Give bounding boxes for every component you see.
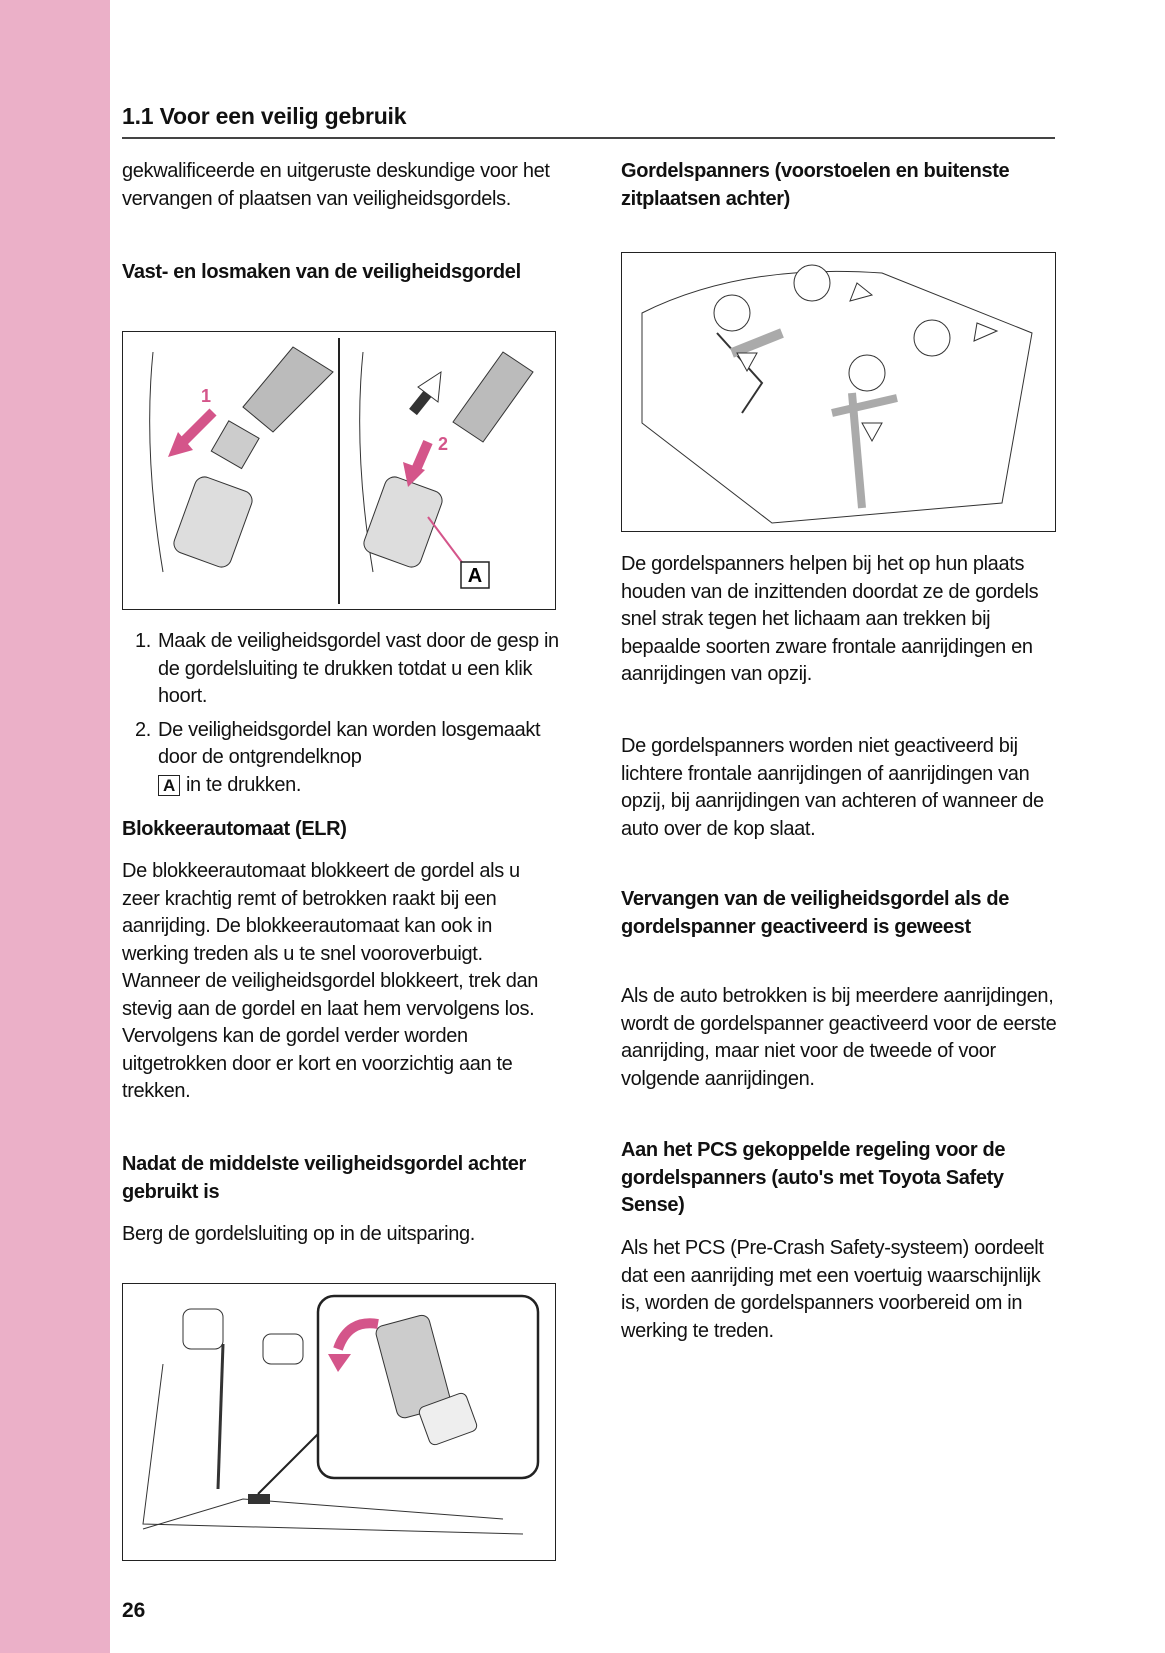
heading-elr: Blokkeerautomaat (ELR) (122, 818, 347, 840)
heading-middle-belt: Nadat de middelste veiligheidsgordel achter gebruikt is (122, 1153, 526, 1203)
figure-label-2: 2 (438, 434, 449, 454)
step-1 (122, 628, 562, 711)
step-number: 1. (135, 630, 151, 652)
heading-replace-belt: Vervangen van de veiligheidsgordel als de gordelspanner geactiveerd is geweest (621, 888, 1010, 938)
pcs-paragraph: Als het PCS (Pre-Crash Safety-systeem) oordeelt dat een aanrijding met een voertuig waarschijnlijk is, worden de gordelspanners voorbereid om in werking te treden. (621, 1237, 1044, 1342)
rear-seat-illustration (123, 1284, 555, 1560)
side-color-band (0, 0, 110, 1653)
figure-buckle (122, 331, 556, 610)
buckle-illustration (123, 332, 555, 609)
figure-pretensioners (621, 252, 1056, 532)
label-a-badge: A (158, 775, 180, 796)
title-divider (122, 137, 1055, 139)
replace-belt-paragraph: Als de auto betrokken is bij meerdere aanrijdingen, wordt de gordelspanner geactiveerd voor de eerste aanrijding, maar niet voor de tweede of voor volgende aanrijdingen. (621, 985, 1057, 1090)
step-text: De veiligheidsgordel kan worden losgemaakt door de ontgrendelknop (158, 718, 541, 768)
middle-belt-paragraph: Berg de gordelsluiting op in de uitsparing. (122, 1223, 475, 1245)
heading-pcs: Aan het PCS gekoppelde regeling voor de gordelspanners (auto's met Toyota Safety Sense) (621, 1139, 1006, 1216)
step-2 (122, 717, 562, 800)
step-number: 2. (135, 718, 151, 741)
car-interior-illustration (622, 253, 1055, 531)
steps-list (122, 628, 562, 805)
pretensioner-paragraph-1: De gordelspanners helpen bij het op hun plaats houden van de inzittenden doordat ze de gordels snel strak tegen het lichaam aan trekken bij bepaalde soorten zware frontale aanrijdingen en aanrijdingen van opzij. (621, 553, 1039, 685)
heading-pretensioners: Gordelspanners (voorstoelen en buitenste zitplaatsen achter) (621, 160, 1010, 210)
elr-paragraph: De blokkeerautomaat blokkeert de gordel als u zeer krachtig remt of betrokken raakt bij een aanrijding. De blokkeerautomaat kan ook in werking treden als u te snel vooroverbuigt. Wanneer de veiligheidsgordel blokkeert, trek dan stevig aan de gordel en laat hem vervolgens los. Vervolgens kan de gordel verder worden uitgetrokken door er kort en voorzichtig aan te trekken. (122, 860, 539, 1102)
intro-paragraph: gekwalificeerde en uitgeruste deskundige voor het vervangen of plaatsen van veiligheidsgordels. (122, 160, 550, 210)
figure-label-a: A (467, 565, 483, 587)
figure-rear-seat (122, 1283, 556, 1561)
step-text-end: in te drukken. (185, 773, 302, 796)
step-text: Maak de veiligheidsgordel vast door de gesp in de gordelsluiting te drukken totdat u een klik hoort. (158, 630, 559, 707)
section-title: 1.1 Voor een veilig gebruik (122, 103, 407, 129)
pretensioner-paragraph-2: De gordelspanners worden niet geactiveerd bij lichtere frontale aanrijdingen of aanrijdingen van opzij, bij aanrijdingen van achteren of wanneer de auto over de kop slaat. (621, 735, 1044, 840)
figure-label-1: 1 (201, 386, 212, 406)
page-number: 26 (122, 1599, 146, 1622)
heading-fasten: Vast- en losmaken van de veiligheidsgordel (122, 261, 521, 283)
